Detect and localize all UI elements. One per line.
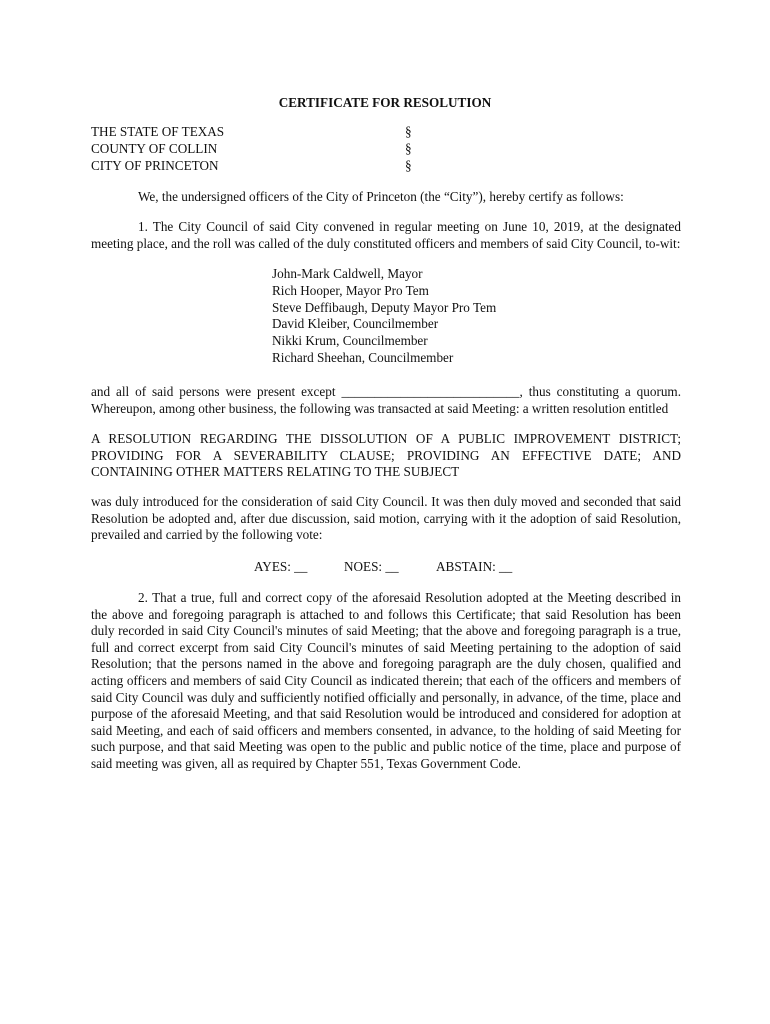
jurisdiction-city: CITY OF PRINCETON xyxy=(91,158,219,173)
vote-tally xyxy=(254,559,654,576)
member-item: John-Mark Caldwell, Mayor xyxy=(272,266,423,281)
section-symbol: § xyxy=(405,141,412,156)
intro-paragraph: We, the undersigned officers of the City of Princeton (the “City”), hereby certify as follows: xyxy=(138,189,624,204)
member-item: Nikki Krum, Councilmember xyxy=(272,333,428,349)
member-item: Rich Hooper, Mayor Pro Tem xyxy=(272,282,429,298)
quorum-paragraph: and all of said persons were present except ___________________________, thus constituting a quorum. Whereupon, among other business, the following was transacted at said Meeting: a written resolution entitled xyxy=(91,384,681,416)
vote-noes: NOES: __ xyxy=(344,559,399,574)
section-symbol: § xyxy=(405,124,412,139)
jurisdiction-county: COUNTY OF COLLIN xyxy=(91,141,218,156)
jurisdiction-row xyxy=(91,124,691,141)
member-list xyxy=(272,266,672,367)
paragraph-1: 1. The City Council of said City convened in regular meeting on June 10, 2019, at the designated meeting place, and the roll was called of the duly constituted officers and members of said City Council, to-wit: xyxy=(91,219,681,251)
section-symbol: § xyxy=(405,158,412,173)
jurisdiction-row xyxy=(91,158,691,175)
resolution-title: A RESOLUTION REGARDING THE DISSOLUTION OF A PUBLIC IMPROVEMENT DISTRICT; PROVIDING FOR A SEVERABILITY CLAUSE; PROVIDING AN EFFECTIVE DATE; AND CONTAINING OTHER MATTERS RELATING TO THE SUBJECT xyxy=(91,431,681,480)
jurisdiction-state: THE STATE OF TEXAS xyxy=(91,124,225,139)
member-item: Steve Deffibaugh, Deputy Mayor Pro Tem xyxy=(272,299,497,315)
jurisdiction-block xyxy=(91,124,691,175)
paragraph-2: 2. That a true, full and correct copy of the aforesaid Resolution adopted at the Meeting described in the above and foregoing paragraph is attached to and follows this Certificate; that said Resolution has been duly recorded in said City Council's minutes of said Meeting; that the above and foregoing paragraph is a true, full and correct excerpt from said City Council's minutes of said Meeting pertaining to the adoption of said Resolution; that the persons named in the above and foregoing paragraph are the duly chosen, qualified and acting officers and members of said City Council as indicated therein; that each of the officers and members of said City Council was duly and sufficiently notified officially and personally, in advance, of the time, place and purpose of the aforesaid Meeting, and that said Resolution would be introduced and considered for adoption at said Meeting, and each of said officers and members consented, in advance, to the holding of said Meeting for such purpose, and that said Meeting was open to the public and public notice of the time, place and purpose of said meeting was given, all as required by Chapter 551, Texas Government Code. xyxy=(91,590,681,771)
document-title: CERTIFICATE FOR RESOLUTION xyxy=(278,95,492,110)
member-item: Richard Sheehan, Councilmember xyxy=(272,349,454,365)
vote-abstain: ABSTAIN: __ xyxy=(436,559,513,574)
introduction-paragraph: was duly introduced for the consideration of said City Council. It was then duly moved and seconded that said Resolution be adopted and, after due discussion, said motion, carrying with it the adoption of said Resolution, prevailed and carried by the following vote: xyxy=(91,494,681,543)
member-item: David Kleiber, Councilmember xyxy=(272,316,439,332)
vote-ayes: AYES: __ xyxy=(254,559,308,574)
jurisdiction-row xyxy=(91,141,691,158)
